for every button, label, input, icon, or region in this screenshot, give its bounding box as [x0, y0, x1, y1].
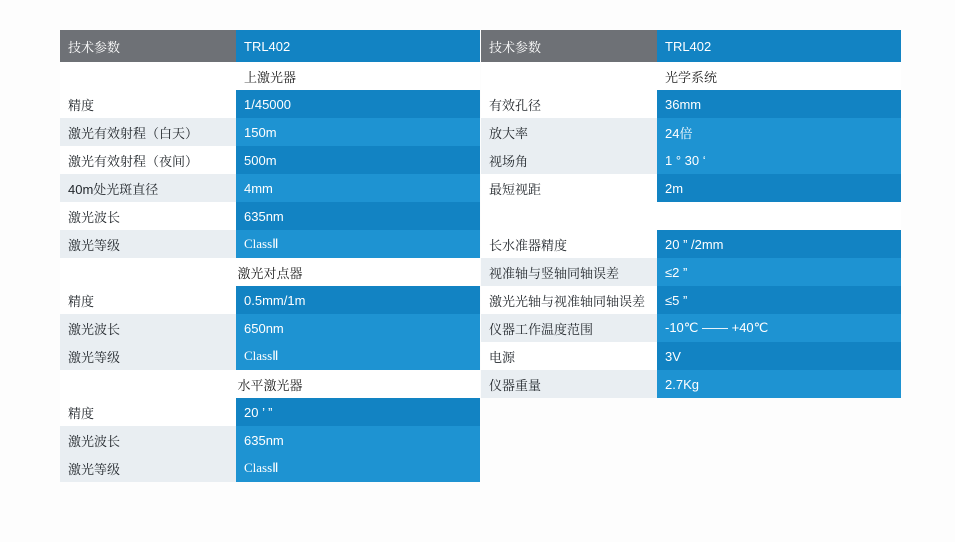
table-row: [60, 230, 480, 258]
row-label: 激光有效射程（白天）: [60, 118, 236, 146]
row-label: 激光等级: [60, 342, 236, 370]
section-title-row: [481, 62, 901, 90]
row-value: 0.5mm/1m: [236, 286, 480, 314]
table-row: [481, 230, 901, 258]
row-value: 20 ” /2mm: [657, 230, 901, 258]
row-value: ClassⅡ: [236, 230, 480, 258]
row-label: 最短视距: [481, 174, 657, 202]
row-value: 24倍: [657, 118, 901, 146]
table-row: [481, 314, 901, 342]
spacer-right: [657, 202, 901, 230]
row-value: 500m: [236, 146, 480, 174]
row-value: 150m: [236, 118, 480, 146]
row-value: 1 ° 30 ‘: [657, 146, 901, 174]
table-row: [481, 174, 901, 202]
row-label: 激光波长: [60, 202, 236, 230]
row-value: ClassⅡ: [236, 342, 480, 370]
row-label: 长水准器精度: [481, 230, 657, 258]
table-header-row: [481, 30, 901, 62]
table-row: [60, 146, 480, 174]
row-label: 视场角: [481, 146, 657, 174]
table-row: [481, 118, 901, 146]
table-row: [60, 90, 480, 118]
table-row: [60, 342, 480, 370]
row-label: 视准轴与竖轴同轴误差: [481, 258, 657, 286]
row-value: 4mm: [236, 174, 480, 202]
row-label: 激光有效射程（夜间）: [60, 146, 236, 174]
row-value: 2m: [657, 174, 901, 202]
row-label: 激光波长: [60, 314, 236, 342]
section-title-row: [60, 258, 480, 286]
right-spec-table: [481, 30, 901, 398]
row-value: ≤5 ”: [657, 286, 901, 314]
row-value: 3V: [657, 342, 901, 370]
table-row: [60, 314, 480, 342]
left-column: [60, 30, 480, 482]
header-model-label: TRL402: [236, 30, 480, 62]
row-label: 40m处光斑直径: [60, 174, 236, 202]
row-value: ≤2 ”: [657, 258, 901, 286]
row-label: 精度: [60, 90, 236, 118]
section-title: 上激光器: [60, 62, 480, 90]
table-row: [60, 174, 480, 202]
section-title-row: [60, 370, 480, 398]
row-label: 放大率: [481, 118, 657, 146]
header-model-label: TRL402: [657, 30, 901, 62]
header-param-label: 技术参数: [60, 30, 236, 62]
row-label: 激光光轴与视准轴同轴误差: [481, 286, 657, 314]
row-label: 激光等级: [60, 454, 236, 482]
row-label: 精度: [60, 286, 236, 314]
row-value: ClassⅡ: [236, 454, 480, 482]
row-value: -10℃ —— +40℃: [657, 314, 901, 342]
row-label: 激光等级: [60, 230, 236, 258]
row-label: 激光波长: [60, 426, 236, 454]
table-row: [60, 286, 480, 314]
table-row: [60, 398, 480, 426]
row-value: 635nm: [236, 202, 480, 230]
table-row: [481, 90, 901, 118]
table-row: [60, 454, 480, 482]
table-row: [481, 286, 901, 314]
section-spacer: [481, 202, 901, 230]
row-value: 2.7Kg: [657, 370, 901, 398]
table-row: [481, 146, 901, 174]
table-row: [60, 426, 480, 454]
table-row: [481, 342, 901, 370]
left-spec-table: [60, 30, 480, 482]
section-title-row: [60, 62, 480, 90]
section-title: 激光对点器: [60, 258, 480, 286]
right-column: [481, 30, 901, 482]
spec-columns: [0, 30, 955, 482]
row-value: 20 ’ ”: [236, 398, 480, 426]
row-value: 635nm: [236, 426, 480, 454]
row-label: 仪器重量: [481, 370, 657, 398]
row-label: 精度: [60, 398, 236, 426]
header-param-label: 技术参数: [481, 30, 657, 62]
table-row: [60, 202, 480, 230]
table-header-row: [60, 30, 480, 62]
row-label: 有效孔径: [481, 90, 657, 118]
row-value: 1/45000: [236, 90, 480, 118]
table-row: [60, 118, 480, 146]
row-label: 仪器工作温度范围: [481, 314, 657, 342]
section-title: 水平激光器: [60, 370, 480, 398]
row-value: 36mm: [657, 90, 901, 118]
table-row: [481, 258, 901, 286]
spacer-left: [481, 202, 657, 230]
row-label: 电源: [481, 342, 657, 370]
section-title: 光学系统: [481, 62, 901, 90]
row-value: 650nm: [236, 314, 480, 342]
table-row: [481, 370, 901, 398]
